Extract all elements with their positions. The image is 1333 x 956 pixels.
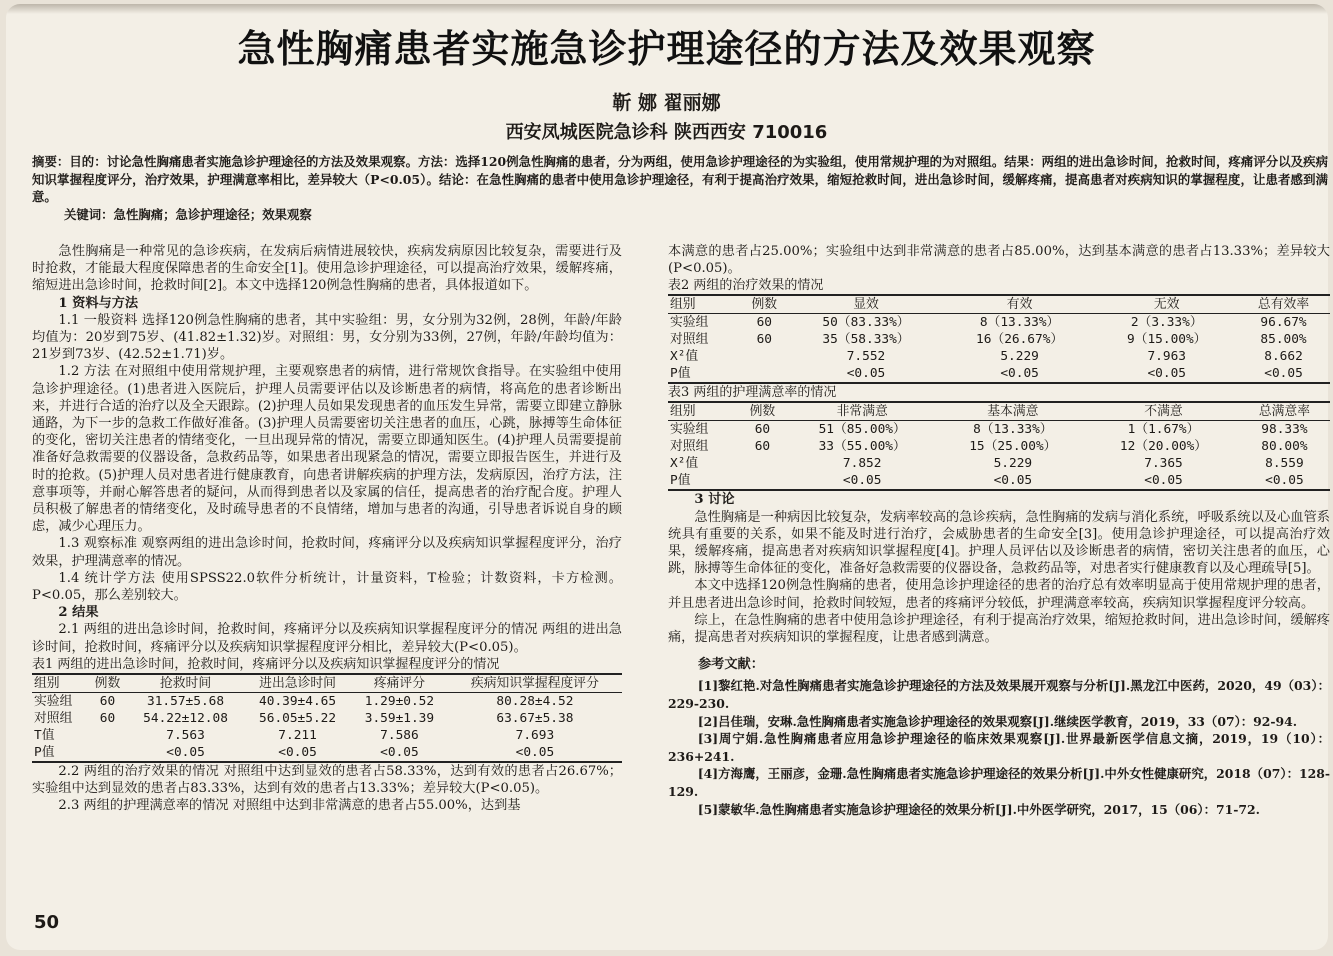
table-cell: 7.586 — [380, 727, 419, 743]
table-cell: <0.05 — [943, 365, 1097, 383]
table-cell: 8.662 — [1264, 349, 1303, 365]
table-cell: T值 — [34, 727, 55, 743]
table-cell: 60 — [756, 315, 772, 331]
section-heading-2: 2 结果 — [58, 605, 99, 621]
table-cell: 98.33% — [1261, 422, 1308, 438]
discussion-paragraph-2: 本文中选择120例急性胸痛的患者，使用急诊护理途径的患者的治疗总有效率明显高于使用常规护理的患者，并且患者进出急诊时间，抢救时间较短，患者的疼痛评分较低，护理满意率较高，疾病知识掌握程度评分较高。 — [668, 578, 1330, 611]
right-column — [668, 243, 1330, 818]
table-cell: 80.28±4.52 — [496, 693, 574, 709]
table-cell: 40.39±4.65 — [259, 693, 337, 709]
table-cell: 8（13.33%） — [979, 315, 1060, 331]
intro-paragraph: 急性胸痛是一种常见的急诊疾病，在发病后病情进展较快，疾病发病原因比较复杂，需要进行及时抢救，才能最大程度保障患者的生命安全[1]。使用急诊护理途径，可以提高治疗效果，缓解疼痛，缩短进出急诊时间，抢救时间[2]。本文中选择120例急性胸痛的患者，具体报道如下。 — [32, 244, 622, 294]
discussion-paragraph-1: 急性胸痛是一种病因比较复杂，发病率较高的急诊疾病，急性胸痛的发病与消化系统，呼吸系统以及心血管系统具有重要的关系，如果不能及时进行治疗，会威胁患者的生命安全[3]。使用急诊护理途径，可以提高治疗效果，缓解疼痛，提高患者对疾病知识掌握程度[4]。护理人员评估以及诊断患者的病情，密切关注患者的血压，心跳，脉搏等生命体征的变化，准备好急救需要的仪器设备，急救药品等，对患者实行健康教育以及心理疏导[5]。 — [668, 509, 1330, 577]
table-row — [668, 365, 1330, 383]
table-cell: 9（15.00%） — [1126, 332, 1207, 348]
table-cell: 7.693 — [515, 727, 555, 743]
table3-header: 组别 — [668, 402, 738, 421]
table1-header: 疾病知识掌握程度评分 — [448, 674, 622, 693]
reference-item: [1]黎红艳.对急性胸痛患者实施急诊护理途径的方法及效果展开观察与分析[J].黑龙江中医药，2020，49（03）：229-230. — [668, 678, 1330, 712]
paragraph-1-2: 1.2 方法 在对照组中使用常规护理，主要观察患者的病情，进行常规饮食指导。在实验组中使用急诊护理途径。(1)患者进入医院后，护理人员需要评估以及诊断患者的病情，将高危的患者诊断出来，并进行合适的治疗以及全天跟踪。(2)护理人员如果发现患者的血压发生异常，需要立即建立静脉通路，为下一步的急救工作做好准备。(3)护理人员需要密切关注患者的血压，心跳，脉搏等生命体征的变化，密切关注患者的情绪变化，一旦出现异常的情况，需要立即通知医生。(4)护理人员需要提前准备好急救需要的仪器设备，急救药品等，如果患者出现紧急的情况，需要立即报告医生，并进行及时的抢救。(5)护理人员对患者进行健康教育，向患者讲解疾病的护理方法，发病原因，治疗方法，注意事项等，并耐心解答患者的疑问，从而得到患者以及家属的信任，提高患者的治疗配合度。护理人员积极了解患者的情绪变化，及时疏导患者的不良情绪，增加与患者的沟通，引导患者诉说自身的顾虑，减少心理压力。 — [32, 364, 622, 535]
discussion-paragraph-3: 综上，在急性胸痛的患者中使用急诊护理途径，有利于提高治疗效果，缩短抢救时间，进出急诊时间，缓解疼痛，提高患者对疾病知识的掌握程度，让患者感到满意。 — [668, 612, 1330, 646]
table3-header: 总满意率 — [1239, 402, 1330, 421]
table-cell: X²值 — [670, 456, 699, 472]
left-column — [32, 243, 622, 814]
table-cell: 31.57±5.68 — [147, 693, 225, 709]
table-cell: 80.00% — [1261, 439, 1308, 455]
table-cell: 60 — [99, 710, 116, 726]
table-cell: 对照组 — [670, 332, 709, 348]
table-row — [32, 710, 622, 727]
paragraph-2-3: 2.3 两组的护理满意率的情况 对照组中达到非常满意的患者占55.00%，达到基 — [58, 798, 521, 814]
table-cell: <0.05 — [787, 472, 938, 490]
table-cell: 3.59±1.39 — [364, 710, 435, 726]
table-cell: 7.852 — [842, 456, 882, 472]
table2-header: 总有效率 — [1237, 295, 1330, 314]
references — [668, 656, 1330, 818]
table-cell: <0.05 — [244, 744, 351, 762]
table-row — [668, 421, 1330, 439]
table-cell: 7.563 — [166, 727, 205, 743]
table-cell: <0.05 — [351, 744, 448, 762]
page-top-edge — [6, 4, 1328, 14]
table3-header: 例数 — [738, 402, 787, 421]
reference-item: [2]吕佳瑞，安琳.急性胸痛患者实施急诊护理途径的效果观察[J].继续医学教育，2019，33（07）：92-94. — [697, 713, 1298, 729]
table-cell: 1.29±0.52 — [364, 693, 435, 709]
paragraph-1-4: 1.4 统计学方法 使用SPSS22.0软件分析统计，计量资料，T检验；计数资料，卡方检测。P<0.05，那么差别较大。 — [32, 570, 622, 604]
table-cell: 7.211 — [278, 727, 317, 743]
table-cell: 对照组 — [670, 439, 709, 455]
table-cell: 1（1.67%） — [1127, 422, 1200, 438]
paragraph-2-1: 2.1 两组的进出急诊时间，抢救时间，疼痛评分以及疾病知识掌握程度评分的情况 两组的进出急诊时间，抢救时间，疼痛评分以及疾病知识掌握程度评分相比，差异较大(P<0.05)。 — [32, 622, 622, 655]
table-row — [668, 472, 1330, 490]
table-cell: 7.365 — [1144, 456, 1183, 472]
table-cell: <0.05 — [1096, 365, 1237, 383]
table1-header: 组别 — [32, 674, 88, 693]
table-cell: 8（13.33%） — [973, 422, 1053, 438]
table-cell: 60 — [99, 693, 116, 709]
section-heading-3: 3 讨论 — [694, 492, 735, 508]
table3-caption: 表3 两组的护理满意率的情况 — [668, 385, 837, 401]
table-cell: 实验组 — [670, 315, 709, 331]
table-row — [668, 331, 1330, 348]
table-cell: P值 — [668, 472, 738, 490]
table-cell: 60 — [756, 332, 772, 348]
table-cell: <0.05 — [127, 744, 244, 762]
table-row — [668, 438, 1330, 455]
table-cell: 35（58.33%） — [822, 332, 910, 348]
table-cell: <0.05 — [1239, 472, 1330, 490]
reference-item: [5]蒙敏华.急性胸痛患者实施急诊护理途径的效果分析[J].中外医学研究，2017，15（06）：71-72. — [697, 801, 1260, 817]
table-cell: <0.05 — [789, 365, 943, 383]
table-cell: 96.67% — [1260, 315, 1307, 331]
table-cell: 16（26.67%） — [975, 332, 1064, 348]
table-row — [668, 348, 1330, 365]
table-cell — [88, 727, 127, 744]
references-title: 参考文献： — [698, 657, 764, 673]
table-cell: 对照组 — [34, 710, 73, 726]
table2-caption: 表2 两组的治疗效果的情况 — [668, 278, 824, 294]
table-cell: P值 — [668, 365, 739, 383]
table-1 — [32, 673, 622, 763]
table-cell: <0.05 — [448, 744, 622, 762]
table-cell — [739, 365, 789, 383]
table-cell: <0.05 — [1237, 365, 1330, 383]
table-cell — [739, 348, 789, 365]
table-cell: 33（55.00%） — [818, 439, 906, 455]
table-row — [32, 692, 622, 710]
table-row — [32, 727, 622, 744]
table-cell: 实验组 — [670, 422, 709, 438]
table-cell — [738, 472, 787, 490]
abstract-text: 摘要：目的：讨论急性胸痛患者实施急诊护理途径的方法及效果观察。方法：选择120例急性胸痛的患者，分为两组，使用急诊护理途径的为实验组，使用常规护理的为对照组。结果：两组的进出急诊时间，抢救时间，疼痛评分以及疾病知识掌握程度评分，治疗效果，护理满意率相比，差异较大（P<0.05）。结论：在急性胸痛的患者中使用急诊护理途径，有利于提高治疗效果，缩短抢救时间，进出急诊时间，缓解疼痛，提高患者对疾病知识的掌握程度，让患者感到满意。 — [32, 154, 1328, 204]
reference-item: [4]方海鹰，王丽彦，金珊.急性胸痛患者实施急诊护理途径的效果分析[J].中外女性健康研究，2018（07）：128-129. — [668, 766, 1330, 799]
table3-header: 不满意 — [1088, 402, 1239, 421]
table-cell: 7.963 — [1147, 349, 1186, 365]
table-cell: 5.229 — [993, 456, 1033, 472]
table-cell: 8.559 — [1265, 456, 1304, 472]
table-cell: 实验组 — [34, 693, 73, 709]
paper-authors: 靳 娜 翟丽娜 — [612, 92, 721, 114]
table-cell: 12（20.00%） — [1119, 439, 1208, 455]
table3-header: 基本满意 — [938, 402, 1089, 421]
table-cell: 2（3.33%） — [1130, 315, 1203, 331]
table1-caption: 表1 两组的进出急诊时间，抢救时间，疼痛评分以及疾病知识掌握程度评分的情况 — [32, 656, 500, 672]
table-cell: 15（25.00%） — [969, 439, 1057, 455]
table-cell: <0.05 — [1088, 472, 1239, 490]
table-cell: 60 — [754, 439, 771, 455]
table1-header: 例数 — [88, 674, 127, 693]
page-number: 50 — [34, 912, 60, 933]
reference-item: [3]周宁娟.急性胸痛患者应用急诊护理途径的临床效果观察[J].世界最新医学信息文摘，2019，19（10）：236+241. — [668, 731, 1330, 764]
table2-header: 显效 — [789, 295, 943, 314]
table-cell: 5.229 — [1000, 349, 1039, 365]
table-row — [32, 744, 622, 762]
abstract-block — [32, 153, 1328, 223]
table-cell — [88, 744, 127, 762]
table1-header: 抢救时间 — [127, 674, 244, 693]
table-cell: P值 — [32, 744, 88, 762]
paragraph-2-2: 2.2 两组的治疗效果的情况 对照组中达到显效的患者占58.33%，达到有效的患者占26.67%；实验组中达到显效的患者占83.33%，达到有效的患者占13.33%；差异较大(P<0.05)。 — [32, 763, 622, 797]
section-heading-1: 1 资料与方法 — [58, 295, 139, 311]
table-cell: 60 — [754, 422, 771, 438]
table-cell: 63.67±5.38 — [496, 710, 574, 726]
table-cell: 7.552 — [846, 349, 886, 365]
table-cell: 56.05±5.22 — [259, 710, 337, 726]
table-row — [668, 455, 1330, 472]
paragraph-2-3-continued: 本满意的患者占25.00%；实验组中达到非常满意的患者占85.00%，达到基本满意的患者占13.33%；差异较大(P<0.05)。 — [668, 244, 1330, 277]
table-cell: 51（85.00%） — [818, 422, 906, 438]
table-2 — [668, 294, 1330, 384]
table-cell: 50（83.33%） — [822, 315, 910, 331]
table-cell: X²值 — [670, 349, 699, 365]
paper-title: 急性胸痛患者实施急诊护理途径的方法及效果观察 — [237, 27, 1096, 71]
table-cell: <0.05 — [938, 472, 1089, 490]
table2-header: 有效 — [943, 295, 1097, 314]
table-3 — [668, 401, 1330, 491]
keywords: 关键词：急性胸痛；急诊护理途径；效果观察 — [64, 206, 312, 222]
paragraph-1-3: 1.3 观察标准 观察两组的进出急诊时间，抢救时间，疼痛评分以及疾病知识掌握程度评分，治疗效果，护理满意率的情况。 — [32, 536, 622, 569]
table2-header: 例数 — [739, 295, 789, 314]
table1-header: 疼痛评分 — [351, 674, 448, 693]
table3-header: 非常满意 — [787, 402, 938, 421]
table1-header: 进出急诊时间 — [244, 674, 351, 693]
paper-affiliation: 西安凤城医院急诊科 陕西西安 710016 — [505, 122, 828, 143]
table2-header: 无效 — [1096, 295, 1237, 314]
table-cell: 85.00% — [1260, 332, 1307, 348]
table-cell: 54.22±12.08 — [143, 710, 228, 726]
paragraph-1-1: 1.1 一般资料 选择120例急性胸痛的患者，其中实验组：男，女分别为32例，28例，年龄/年龄均值为：20岁到75岁、(41.82±1.32)岁。对照组：男，女分别为33例，27例，年龄/年龄均值为：21岁到73岁、(42.52±1.71)岁。 — [32, 312, 622, 363]
table2-header: 组别 — [668, 295, 739, 314]
table-row — [668, 314, 1330, 332]
table-cell — [738, 455, 787, 472]
